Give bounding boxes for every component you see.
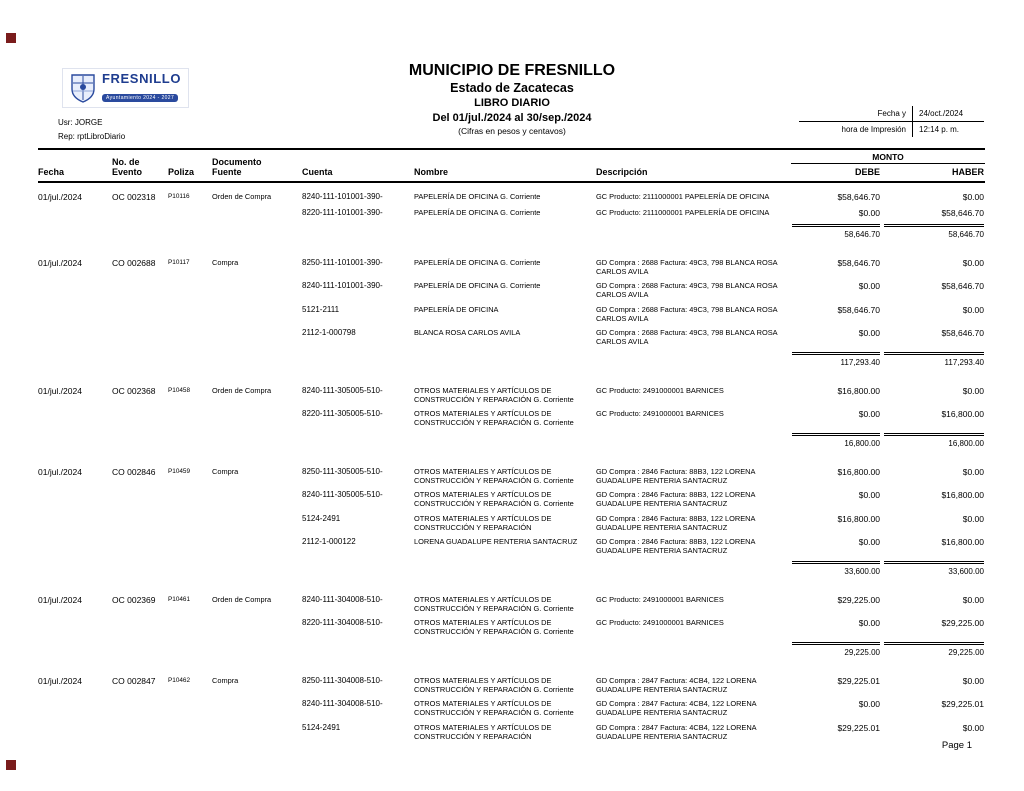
ledger-group bbox=[38, 467, 985, 577]
col-header-nombre: Nombre bbox=[414, 167, 449, 177]
subtotal-row bbox=[38, 433, 985, 449]
municipality-title: MUNICIPIO DE FRESNILLO bbox=[408, 62, 616, 79]
cell-haber: $29,225.00 bbox=[941, 618, 984, 629]
cell-fecha bbox=[38, 618, 108, 637]
cell-evento: OC 002318 bbox=[112, 192, 156, 203]
cell-cuenta: 8240-111-305005-510- bbox=[302, 385, 383, 395]
col-header-fuente bbox=[212, 157, 298, 178]
cell-descripcion: GD Compra : 2847 Factura: 4CB4, 122 LORENA GUADALUPE RENTERIA SANTACRUZ bbox=[596, 699, 757, 718]
cell-evento: CO 002847 bbox=[112, 675, 156, 686]
cell-haber: $0.00 bbox=[962, 257, 984, 268]
cell-fuente bbox=[212, 537, 298, 556]
cell-fuente: Compra bbox=[212, 466, 239, 476]
cell-empty bbox=[596, 561, 788, 577]
cell-cuenta: 8240-111-304008-510- bbox=[302, 594, 383, 604]
cell-cuenta: 5121-2111 bbox=[302, 304, 340, 314]
table-row bbox=[38, 305, 985, 324]
cell-empty bbox=[596, 433, 788, 449]
cell-evento bbox=[112, 490, 164, 509]
cell-descripcion: GD Compra : 2688 Factura: 49C3, 798 BLANCA ROSA CARLOS AVILA bbox=[596, 304, 778, 323]
cell-cuenta: 2112-1-000798 bbox=[302, 328, 356, 338]
subtotal-debe: 33,600.00 bbox=[792, 561, 880, 577]
cell-nombre: OTROS MATERIALES Y ARTÍCULOS DE CONSTRUCCIÓN Y REPARACIÓN G. Corriente bbox=[414, 409, 574, 428]
cell-descripcion: GD Compra : 2847 Factura: 4CB4, 122 LORENA GUADALUPE RENTERIA SANTACRUZ bbox=[596, 675, 757, 694]
cell-poliza: P10116 bbox=[168, 193, 190, 201]
cell-haber: $0.00 bbox=[962, 304, 984, 315]
cell-haber: $0.00 bbox=[962, 466, 984, 477]
cell-evento bbox=[112, 328, 164, 347]
cell-nombre: BLANCA ROSA CARLOS AVILA bbox=[414, 328, 521, 338]
subtotal-row bbox=[38, 642, 985, 658]
cell-debe: $0.00 bbox=[858, 281, 880, 292]
cell-haber: $58,646.70 bbox=[941, 328, 984, 339]
col-header-haber: HABER bbox=[951, 167, 984, 177]
cell-debe: $16,800.00 bbox=[837, 385, 880, 396]
cell-empty bbox=[212, 561, 298, 577]
cell-empty bbox=[302, 561, 410, 577]
cell-poliza: P10117 bbox=[168, 258, 190, 266]
cell-poliza bbox=[168, 514, 208, 533]
cell-nombre: OTROS MATERIALES Y ARTÍCULOS DE CONSTRUCCIÓN Y REPARACIÓN G. Corriente bbox=[414, 699, 574, 718]
cell-fecha: 01/jul./2024 bbox=[38, 257, 82, 268]
cell-fecha bbox=[38, 514, 108, 533]
cell-evento bbox=[112, 409, 164, 428]
cell-cuenta: 8250-111-304008-510- bbox=[302, 675, 383, 685]
table-row bbox=[38, 386, 985, 405]
cell-poliza: P10458 bbox=[168, 386, 191, 394]
page-marker-bottom-icon bbox=[6, 760, 16, 770]
cell-evento bbox=[112, 699, 164, 718]
cell-empty bbox=[38, 352, 108, 368]
cell-cuenta: 5124-2491 bbox=[302, 722, 341, 732]
cell-nombre: OTROS MATERIALES Y ARTÍCULOS DE CONSTRUCCIÓN Y REPARACIÓN bbox=[414, 513, 552, 532]
cell-haber: $29,225.01 bbox=[941, 699, 984, 710]
cell-fuente bbox=[212, 305, 298, 324]
cell-nombre: PAPELERÍA DE OFICINA G. Corriente bbox=[414, 257, 541, 267]
cell-debe: $16,800.00 bbox=[837, 513, 880, 524]
subtotal-debe: 117,293.40 bbox=[792, 352, 880, 368]
cell-fuente: Orden de Compra bbox=[212, 594, 272, 604]
cell-fecha bbox=[38, 281, 108, 300]
cell-empty bbox=[414, 561, 592, 577]
cell-debe: $0.00 bbox=[858, 490, 880, 501]
ledger-group bbox=[38, 192, 985, 239]
user-info bbox=[58, 116, 125, 143]
cell-empty bbox=[168, 224, 208, 240]
cell-haber: $58,646.70 bbox=[941, 207, 984, 218]
cell-fuente bbox=[212, 409, 298, 428]
print-date-value: 24/oct./2024 bbox=[912, 106, 984, 121]
cell-debe: $0.00 bbox=[858, 328, 880, 339]
cell-evento bbox=[112, 514, 164, 533]
logo-banner: Ayuntamiento 2024 - 2027 bbox=[102, 94, 178, 102]
cell-debe: $29,225.00 bbox=[837, 594, 880, 605]
subtotal-haber: 33,600.00 bbox=[884, 561, 984, 577]
cell-debe: $29,225.01 bbox=[837, 722, 880, 733]
cell-debe: $16,800.00 bbox=[837, 466, 880, 477]
cell-nombre: PAPELERÍA DE OFICINA bbox=[414, 304, 499, 314]
cell-haber: $0.00 bbox=[962, 594, 984, 605]
report-period: Del 01/jul./2024 al 30/sep./2024 bbox=[432, 112, 592, 124]
cell-poliza: P10462 bbox=[168, 676, 191, 684]
cell-evento bbox=[112, 618, 164, 637]
report-name: LIBRO DIARIO bbox=[474, 97, 550, 109]
subtotal-haber: 58,646.70 bbox=[884, 224, 984, 240]
cell-poliza bbox=[168, 328, 208, 347]
table-row bbox=[38, 467, 985, 486]
cell-evento: CO 002688 bbox=[112, 257, 156, 268]
table-row bbox=[38, 723, 985, 742]
cell-fecha bbox=[38, 490, 108, 509]
cell-fecha bbox=[38, 328, 108, 347]
col-header-cuenta: Cuenta bbox=[302, 167, 333, 177]
cell-cuenta: 8220-111-304008-510- bbox=[302, 618, 383, 628]
cell-fecha bbox=[38, 699, 108, 718]
cell-fuente bbox=[212, 514, 298, 533]
cell-empty bbox=[168, 561, 208, 577]
ledger-table bbox=[38, 148, 985, 759]
cell-nombre: OTROS MATERIALES Y ARTÍCULOS DE CONSTRUCCIÓN Y REPARACIÓN G. Corriente bbox=[414, 618, 574, 637]
col-header-poliza: Poliza bbox=[168, 167, 195, 177]
cell-fecha bbox=[38, 537, 108, 556]
ledger-group bbox=[38, 258, 985, 368]
print-date-label: Fecha y bbox=[877, 109, 906, 118]
cell-empty bbox=[596, 642, 788, 658]
cell-empty bbox=[38, 224, 108, 240]
cell-poliza bbox=[168, 537, 208, 556]
print-info bbox=[799, 106, 984, 137]
cell-empty bbox=[112, 642, 164, 658]
cell-descripcion: GD Compra : 2847 Factura: 4CB4, 122 LORENA GUADALUPE RENTERIA SANTACRUZ bbox=[596, 722, 757, 741]
cell-descripcion: GD Compra : 2688 Factura: 49C3, 798 BLANCA ROSA CARLOS AVILA bbox=[596, 328, 778, 347]
table-row bbox=[38, 258, 985, 277]
cell-descripcion: GD Compra : 2688 Factura: 49C3, 798 BLANCA ROSA CARLOS AVILA bbox=[596, 257, 778, 276]
subtotal-debe: 29,225.00 bbox=[792, 642, 880, 658]
cell-descripcion: GD Compra : 2846 Factura: 88B3, 122 LORENA GUADALUPE RENTERIA SANTACRUZ bbox=[596, 537, 755, 556]
monto-header: MONTO bbox=[791, 152, 985, 164]
cell-descripcion: GC Producto: 2491000001 BARNICES bbox=[596, 594, 724, 604]
cell-empty bbox=[302, 642, 410, 658]
print-time-value: 12:14 p. m. bbox=[912, 122, 984, 137]
cell-descripcion: GC Producto: 2111000001 PAPELERÍA DE OFICINA bbox=[596, 192, 770, 202]
cell-debe: $29,225.01 bbox=[837, 675, 880, 686]
cell-fecha bbox=[38, 305, 108, 324]
units-note: (Cifras en pesos y centavos) bbox=[458, 126, 566, 136]
cell-haber: $16,800.00 bbox=[941, 409, 984, 420]
cell-debe: $0.00 bbox=[858, 409, 880, 420]
cell-fuente bbox=[212, 281, 298, 300]
col-header-debe: DEBE bbox=[854, 167, 880, 177]
ledger-group bbox=[38, 595, 985, 658]
cell-poliza bbox=[168, 208, 208, 219]
cell-fecha: 01/jul./2024 bbox=[38, 594, 82, 605]
table-row bbox=[38, 328, 985, 347]
cell-fecha: 01/jul./2024 bbox=[38, 466, 82, 477]
cell-fecha bbox=[38, 723, 108, 742]
cell-fecha bbox=[38, 409, 108, 428]
subtotal-row bbox=[38, 352, 985, 368]
print-date-row bbox=[799, 106, 984, 122]
cell-fuente: Compra bbox=[212, 257, 239, 267]
print-time-label: hora de Impresión bbox=[841, 125, 906, 134]
cell-descripcion: GD Compra : 2846 Factura: 88B3, 122 LORENA GUADALUPE RENTERIA SANTACRUZ bbox=[596, 466, 755, 485]
table-row bbox=[38, 490, 985, 509]
cell-empty bbox=[38, 433, 108, 449]
cell-nombre: OTROS MATERIALES Y ARTÍCULOS DE CONSTRUCCIÓN Y REPARACIÓN bbox=[414, 722, 552, 741]
cell-cuenta: 8240-111-101001-390- bbox=[302, 192, 383, 202]
cell-empty bbox=[302, 224, 410, 240]
cell-nombre: OTROS MATERIALES Y ARTÍCULOS DE CONSTRUCCIÓN Y REPARACIÓN G. Corriente bbox=[414, 594, 574, 613]
cell-empty bbox=[38, 642, 108, 658]
table-row bbox=[38, 699, 985, 718]
table-row bbox=[38, 676, 985, 695]
cell-poliza bbox=[168, 281, 208, 300]
cell-evento bbox=[112, 537, 164, 556]
cell-empty bbox=[112, 561, 164, 577]
subtotal-debe: 58,646.70 bbox=[792, 224, 880, 240]
cell-fecha: 01/jul./2024 bbox=[38, 385, 82, 396]
table-row bbox=[38, 595, 985, 614]
print-time-row bbox=[799, 122, 984, 137]
cell-fuente bbox=[212, 618, 298, 637]
cell-haber: $16,800.00 bbox=[941, 490, 984, 501]
cell-empty bbox=[112, 433, 164, 449]
cell-haber: $0.00 bbox=[962, 385, 984, 396]
cell-empty bbox=[302, 352, 410, 368]
subtotal-debe: 16,800.00 bbox=[792, 433, 880, 449]
ledger-group bbox=[38, 386, 985, 449]
cell-poliza bbox=[168, 490, 208, 509]
cell-haber: $58,646.70 bbox=[941, 281, 984, 292]
cell-debe: $0.00 bbox=[858, 699, 880, 710]
cell-nombre: PAPELERÍA DE OFICINA G. Corriente bbox=[414, 192, 541, 202]
cell-haber: $0.00 bbox=[962, 192, 984, 203]
cell-cuenta: 5124-2491 bbox=[302, 513, 341, 523]
cell-fuente bbox=[212, 208, 298, 219]
cell-fuente bbox=[212, 490, 298, 509]
cell-empty bbox=[596, 352, 788, 368]
cell-empty bbox=[212, 433, 298, 449]
subtotal-haber: 16,800.00 bbox=[884, 433, 984, 449]
cell-fuente: Compra bbox=[212, 675, 239, 685]
cell-fuente bbox=[212, 699, 298, 718]
cell-evento bbox=[112, 208, 164, 219]
col-header-descripcion: Descripción bbox=[596, 167, 648, 177]
cell-empty bbox=[168, 433, 208, 449]
table-header bbox=[38, 148, 985, 183]
cell-descripcion: GC Producto: 2111000001 PAPELERÍA DE OFICINA bbox=[596, 207, 770, 217]
cell-fuente bbox=[212, 723, 298, 742]
cell-empty bbox=[168, 642, 208, 658]
cell-poliza bbox=[168, 409, 208, 428]
table-row bbox=[38, 514, 985, 533]
cell-haber: $0.00 bbox=[962, 675, 984, 686]
cell-empty bbox=[212, 224, 298, 240]
cell-poliza bbox=[168, 305, 208, 324]
col-header-fuente-line2: Fuente bbox=[212, 167, 242, 177]
table-body bbox=[38, 183, 985, 741]
report-id-label: Rep: rptLibroDiario bbox=[58, 131, 126, 141]
cell-poliza bbox=[168, 699, 208, 718]
cell-empty bbox=[212, 352, 298, 368]
cell-debe: $58,646.70 bbox=[837, 192, 880, 203]
page-number: Page 1 bbox=[941, 740, 972, 751]
cell-cuenta: 8250-111-305005-510- bbox=[302, 466, 383, 476]
cell-cuenta: 8240-111-304008-510- bbox=[302, 699, 383, 709]
col-header-evento bbox=[112, 157, 164, 178]
cell-fecha: 01/jul./2024 bbox=[38, 192, 82, 203]
cell-cuenta: 8240-111-101001-390- bbox=[302, 281, 383, 291]
cell-cuenta: 2112-1-000122 bbox=[302, 537, 356, 547]
cell-descripcion: GD Compra : 2688 Factura: 49C3, 798 BLANCA ROSA CARLOS AVILA bbox=[596, 281, 778, 300]
cell-poliza bbox=[168, 723, 208, 742]
cell-descripcion: GC Producto: 2491000001 BARNICES bbox=[596, 385, 724, 395]
subtotal-haber: 29,225.00 bbox=[884, 642, 984, 658]
cell-nombre: OTROS MATERIALES Y ARTÍCULOS DE CONSTRUCCIÓN Y REPARACIÓN G. Corriente bbox=[414, 675, 574, 694]
cell-fecha bbox=[38, 208, 108, 219]
cell-empty bbox=[596, 224, 788, 240]
subtotal-row bbox=[38, 561, 985, 577]
cell-empty bbox=[414, 352, 592, 368]
cell-evento bbox=[112, 305, 164, 324]
cell-cuenta: 8250-111-101001-390- bbox=[302, 257, 383, 267]
logo-brand: FRESNILLO bbox=[102, 71, 182, 86]
cell-haber: $0.00 bbox=[962, 513, 984, 524]
cell-fuente bbox=[212, 328, 298, 347]
cell-evento: OC 002369 bbox=[112, 594, 156, 605]
col-header-evento-line1: No. de bbox=[112, 156, 140, 167]
cell-empty bbox=[414, 642, 592, 658]
cell-cuenta: 8240-111-305005-510- bbox=[302, 490, 383, 500]
cell-descripcion: GD Compra : 2846 Factura: 88B3, 122 LORENA GUADALUPE RENTERIA SANTACRUZ bbox=[596, 490, 755, 509]
subtotal-row bbox=[38, 224, 985, 240]
ledger-group bbox=[38, 676, 985, 742]
cell-empty bbox=[414, 224, 592, 240]
cell-poliza bbox=[168, 618, 208, 637]
cell-fuente: Orden de Compra bbox=[212, 385, 272, 395]
col-header-fuente-line1: Documento bbox=[212, 156, 262, 167]
state-subtitle: Estado de Zacatecas bbox=[450, 81, 574, 95]
cell-nombre: PAPELERÍA DE OFICINA G. Corriente bbox=[414, 207, 541, 217]
cell-empty bbox=[112, 352, 164, 368]
cell-nombre: LORENA GUADALUPE RENTERIA SANTACRUZ bbox=[414, 537, 578, 547]
cell-poliza: P10461 bbox=[168, 595, 191, 603]
cell-empty bbox=[212, 642, 298, 658]
cell-empty bbox=[302, 433, 410, 449]
cell-debe: $58,646.70 bbox=[837, 257, 880, 268]
cell-fuente: Orden de Compra bbox=[212, 192, 272, 202]
table-row bbox=[38, 192, 985, 203]
cell-debe: $0.00 bbox=[858, 207, 880, 218]
cell-cuenta: 8220-111-101001-390- bbox=[302, 207, 383, 217]
cell-poliza: P10459 bbox=[168, 467, 191, 475]
cell-haber: $0.00 bbox=[962, 722, 984, 733]
cell-empty bbox=[168, 352, 208, 368]
cell-evento: CO 002846 bbox=[112, 466, 156, 477]
cell-nombre: OTROS MATERIALES Y ARTÍCULOS DE CONSTRUCCIÓN Y REPARACIÓN G. Corriente bbox=[414, 385, 574, 404]
cell-empty bbox=[414, 433, 592, 449]
cell-descripcion: GD Compra : 2846 Factura: 88B3, 122 LORENA GUADALUPE RENTERIA SANTACRUZ bbox=[596, 513, 755, 532]
col-header-evento-line2: Evento bbox=[112, 167, 143, 177]
col-header-fecha: Fecha bbox=[38, 167, 65, 177]
cell-empty bbox=[112, 224, 164, 240]
table-row bbox=[38, 409, 985, 428]
table-row bbox=[38, 618, 985, 637]
cell-evento bbox=[112, 281, 164, 300]
cell-debe: $58,646.70 bbox=[837, 304, 880, 315]
cell-nombre: PAPELERÍA DE OFICINA G. Corriente bbox=[414, 281, 541, 291]
cell-debe: $0.00 bbox=[858, 537, 880, 548]
cell-evento: OC 002368 bbox=[112, 385, 156, 396]
page-marker-top-icon bbox=[6, 33, 16, 43]
user-label: Usr: JORGE bbox=[58, 118, 103, 127]
table-row bbox=[38, 281, 985, 300]
table-row bbox=[38, 537, 985, 556]
cell-nombre: OTROS MATERIALES Y ARTÍCULOS DE CONSTRUCCIÓN Y REPARACIÓN G. Corriente bbox=[414, 466, 574, 485]
table-row bbox=[38, 208, 985, 219]
cell-descripcion: GC Producto: 2491000001 BARNICES bbox=[596, 409, 724, 419]
cell-nombre: OTROS MATERIALES Y ARTÍCULOS DE CONSTRUCCIÓN Y REPARACIÓN G. Corriente bbox=[414, 490, 574, 509]
cell-descripcion: GC Producto: 2491000001 BARNICES bbox=[596, 618, 724, 628]
cell-evento bbox=[112, 723, 164, 742]
cell-cuenta: 8220-111-305005-510- bbox=[302, 409, 383, 419]
subtotal-haber: 117,293.40 bbox=[884, 352, 984, 368]
cell-debe: $0.00 bbox=[858, 618, 880, 629]
cell-fecha: 01/jul./2024 bbox=[38, 675, 82, 686]
cell-haber: $16,800.00 bbox=[941, 537, 984, 548]
cell-empty bbox=[38, 561, 108, 577]
